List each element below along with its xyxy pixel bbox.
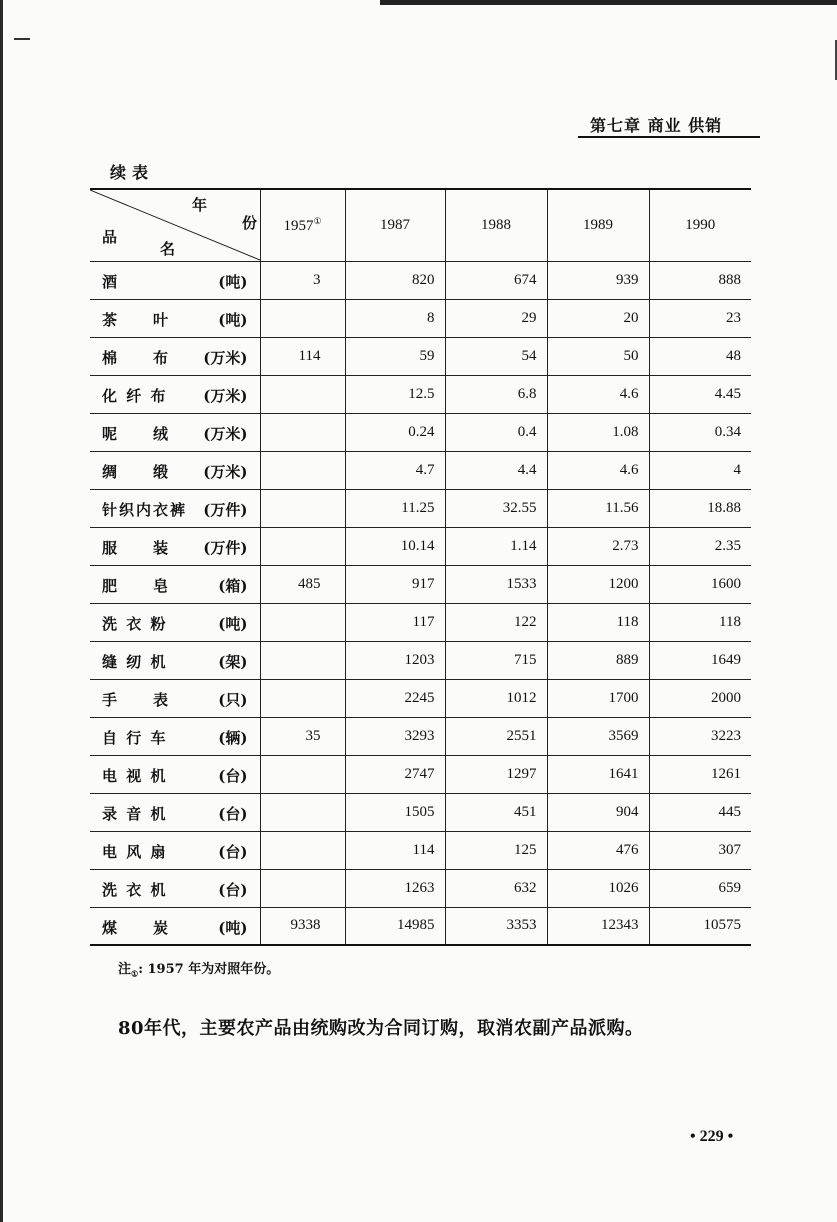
value-cell-1988: 29 bbox=[445, 299, 547, 337]
value-cell-1989: 118 bbox=[547, 603, 649, 641]
value-cell-1957 bbox=[260, 641, 345, 679]
item-unit: (台) bbox=[218, 842, 248, 861]
corner-ming: 名 bbox=[160, 240, 176, 258]
item-unit: (万米) bbox=[203, 386, 248, 405]
value-cell-1987: 1505 bbox=[345, 793, 445, 831]
value-cell-1987: 12.5 bbox=[345, 375, 445, 413]
item-unit: (台) bbox=[218, 880, 248, 899]
item-name: 洗 衣 机 bbox=[102, 880, 168, 899]
page-number: • 229 • bbox=[690, 1128, 734, 1145]
item-name: 化 纤 布 bbox=[102, 386, 168, 405]
chapter-header bbox=[578, 112, 760, 138]
item-name: 绸 缎 bbox=[102, 462, 171, 481]
item-cell bbox=[90, 641, 260, 679]
value-cell-1988: 1.14 bbox=[445, 527, 547, 565]
item-name: 呢 绒 bbox=[102, 424, 171, 443]
value-cell-1989: 904 bbox=[547, 793, 649, 831]
item-name: 煤 炭 bbox=[102, 918, 171, 937]
item-unit: (万件) bbox=[203, 500, 248, 519]
item-cell bbox=[90, 679, 260, 717]
year-header-1990: 1990 bbox=[649, 189, 751, 261]
item-unit: (吨) bbox=[218, 918, 248, 937]
item-unit: (万米) bbox=[203, 348, 248, 367]
value-cell-1990: 48 bbox=[649, 337, 751, 375]
table-row bbox=[90, 869, 751, 907]
value-cell-1987: 2747 bbox=[345, 755, 445, 793]
item-cell bbox=[90, 337, 260, 375]
value-cell-1990: 18.88 bbox=[649, 489, 751, 527]
value-cell-1987: 0.24 bbox=[345, 413, 445, 451]
item-cell bbox=[90, 717, 260, 755]
table-row bbox=[90, 717, 751, 755]
value-cell-1988: 6.8 bbox=[445, 375, 547, 413]
value-cell-1987: 820 bbox=[345, 261, 445, 299]
value-cell-1989: 1.08 bbox=[547, 413, 649, 451]
value-cell-1987: 117 bbox=[345, 603, 445, 641]
item-unit: (万米) bbox=[203, 424, 248, 443]
value-cell-1957: 485 bbox=[260, 565, 345, 603]
continued-label: 续表 bbox=[110, 163, 155, 182]
table-row bbox=[90, 679, 751, 717]
value-cell-1990: 445 bbox=[649, 793, 751, 831]
item-name: 酒 bbox=[102, 272, 120, 291]
table-row bbox=[90, 413, 751, 451]
value-cell-1990: 4 bbox=[649, 451, 751, 489]
value-cell-1987: 2245 bbox=[345, 679, 445, 717]
value-cell-1988: 451 bbox=[445, 793, 547, 831]
value-cell-1988: 1012 bbox=[445, 679, 547, 717]
value-cell-1987: 1203 bbox=[345, 641, 445, 679]
value-cell-1990: 1261 bbox=[649, 755, 751, 793]
value-cell-1989: 3569 bbox=[547, 717, 649, 755]
corner-fen: 份 bbox=[242, 214, 258, 232]
item-cell bbox=[90, 489, 260, 527]
table-row bbox=[90, 793, 751, 831]
item-cell bbox=[90, 527, 260, 565]
diagonal-corner-cell bbox=[90, 189, 260, 261]
item-name: 针织内衣裤 bbox=[102, 500, 188, 519]
corner-pin: 品 bbox=[102, 228, 118, 246]
value-cell-1989: 4.6 bbox=[547, 451, 649, 489]
table-row bbox=[90, 527, 751, 565]
item-unit: (吨) bbox=[218, 310, 248, 329]
item-cell bbox=[90, 831, 260, 869]
footnote bbox=[118, 958, 279, 979]
value-cell-1987: 8 bbox=[345, 299, 445, 337]
year-label: 1957 bbox=[283, 217, 314, 234]
item-cell bbox=[90, 375, 260, 413]
item-cell bbox=[90, 261, 260, 299]
value-cell-1989: 939 bbox=[547, 261, 649, 299]
item-unit: (台) bbox=[218, 766, 248, 785]
footnote-prefix: 注 bbox=[118, 962, 132, 977]
value-cell-1957 bbox=[260, 413, 345, 451]
value-cell-1989: 476 bbox=[547, 831, 649, 869]
value-cell-1988: 1297 bbox=[445, 755, 547, 793]
table-row bbox=[90, 337, 751, 375]
item-unit: (吨) bbox=[218, 614, 248, 633]
value-cell-1957: 3 bbox=[260, 261, 345, 299]
item-name: 洗 衣 粉 bbox=[102, 614, 168, 633]
item-unit: (辆) bbox=[218, 728, 248, 747]
value-cell-1990: 659 bbox=[649, 869, 751, 907]
value-cell-1957: 35 bbox=[260, 717, 345, 755]
item-name: 棉 布 bbox=[102, 348, 171, 367]
statistics-table bbox=[90, 188, 751, 946]
value-cell-1989: 2.73 bbox=[547, 527, 649, 565]
value-cell-1990: 2000 bbox=[649, 679, 751, 717]
item-unit: (万米) bbox=[203, 462, 248, 481]
value-cell-1989: 50 bbox=[547, 337, 649, 375]
item-unit: (万件) bbox=[203, 538, 248, 557]
value-cell-1990: 1649 bbox=[649, 641, 751, 679]
value-cell-1990: 10575 bbox=[649, 907, 751, 945]
year-header-1988: 1988 bbox=[445, 189, 547, 261]
value-cell-1957 bbox=[260, 299, 345, 337]
scan-edge-top bbox=[380, 0, 837, 5]
scan-edge-left bbox=[0, 0, 3, 1222]
table-row bbox=[90, 489, 751, 527]
value-cell-1988: 632 bbox=[445, 869, 547, 907]
value-cell-1957 bbox=[260, 793, 345, 831]
value-cell-1987: 114 bbox=[345, 831, 445, 869]
body-paragraph: 80年代，主要农产品由统购改为合同订购，取消农副产品派购。 bbox=[118, 1018, 644, 1039]
value-cell-1990: 23 bbox=[649, 299, 751, 337]
value-cell-1987: 3293 bbox=[345, 717, 445, 755]
table-row bbox=[90, 907, 751, 945]
value-cell-1957 bbox=[260, 489, 345, 527]
item-name: 服 装 bbox=[102, 538, 171, 557]
item-unit: (只) bbox=[218, 690, 248, 709]
value-cell-1957: 9338 bbox=[260, 907, 345, 945]
value-cell-1990: 118 bbox=[649, 603, 751, 641]
value-cell-1990: 0.34 bbox=[649, 413, 751, 451]
item-name: 录 音 机 bbox=[102, 804, 168, 823]
item-name: 茶 叶 bbox=[102, 310, 171, 329]
value-cell-1988: 1533 bbox=[445, 565, 547, 603]
year-header-1957 bbox=[260, 189, 345, 261]
table-row bbox=[90, 375, 751, 413]
table-body bbox=[90, 261, 751, 945]
footnote-mark: ① bbox=[313, 215, 322, 226]
table-row bbox=[90, 603, 751, 641]
value-cell-1987: 59 bbox=[345, 337, 445, 375]
value-cell-1957 bbox=[260, 831, 345, 869]
value-cell-1957: 114 bbox=[260, 337, 345, 375]
table-row bbox=[90, 755, 751, 793]
table-row bbox=[90, 261, 751, 299]
item-cell bbox=[90, 299, 260, 337]
chapter-title: 第七章 商业 供销 bbox=[590, 116, 723, 135]
value-cell-1987: 1263 bbox=[345, 869, 445, 907]
value-cell-1987: 11.25 bbox=[345, 489, 445, 527]
value-cell-1989: 11.56 bbox=[547, 489, 649, 527]
item-cell bbox=[90, 413, 260, 451]
value-cell-1990: 2.35 bbox=[649, 527, 751, 565]
value-cell-1987: 4.7 bbox=[345, 451, 445, 489]
value-cell-1987: 917 bbox=[345, 565, 445, 603]
item-name: 自 行 车 bbox=[102, 728, 168, 747]
value-cell-1989: 20 bbox=[547, 299, 649, 337]
item-cell bbox=[90, 793, 260, 831]
item-cell bbox=[90, 603, 260, 641]
item-name: 电 风 扇 bbox=[102, 842, 168, 861]
table-header-row bbox=[90, 189, 751, 261]
item-name: 电 视 机 bbox=[102, 766, 168, 785]
item-cell bbox=[90, 869, 260, 907]
year-header-1989: 1989 bbox=[547, 189, 649, 261]
value-cell-1957 bbox=[260, 869, 345, 907]
year-header-1987: 1987 bbox=[345, 189, 445, 261]
table-row bbox=[90, 831, 751, 869]
value-cell-1988: 715 bbox=[445, 641, 547, 679]
item-unit: (台) bbox=[218, 804, 248, 823]
table-row bbox=[90, 451, 751, 489]
value-cell-1990: 1600 bbox=[649, 565, 751, 603]
value-cell-1989: 889 bbox=[547, 641, 649, 679]
item-unit: (吨) bbox=[218, 272, 248, 291]
item-unit: (箱) bbox=[218, 576, 248, 595]
value-cell-1957 bbox=[260, 527, 345, 565]
value-cell-1957 bbox=[260, 603, 345, 641]
value-cell-1988: 32.55 bbox=[445, 489, 547, 527]
value-cell-1989: 4.6 bbox=[547, 375, 649, 413]
value-cell-1989: 1641 bbox=[547, 755, 649, 793]
corner-year: 年 bbox=[192, 196, 208, 214]
item-name: 缝 纫 机 bbox=[102, 652, 168, 671]
value-cell-1988: 2551 bbox=[445, 717, 547, 755]
value-cell-1988: 125 bbox=[445, 831, 547, 869]
value-cell-1989: 1700 bbox=[547, 679, 649, 717]
table-row bbox=[90, 565, 751, 603]
value-cell-1989: 1200 bbox=[547, 565, 649, 603]
value-cell-1990: 4.45 bbox=[649, 375, 751, 413]
footnote-text: : 1957 年为对照年份。 bbox=[138, 962, 280, 977]
value-cell-1990: 3223 bbox=[649, 717, 751, 755]
value-cell-1989: 12343 bbox=[547, 907, 649, 945]
value-cell-1988: 122 bbox=[445, 603, 547, 641]
item-cell bbox=[90, 755, 260, 793]
value-cell-1988: 54 bbox=[445, 337, 547, 375]
value-cell-1957 bbox=[260, 755, 345, 793]
value-cell-1957 bbox=[260, 375, 345, 413]
value-cell-1957 bbox=[260, 679, 345, 717]
item-unit: (架) bbox=[218, 652, 248, 671]
value-cell-1988: 3353 bbox=[445, 907, 547, 945]
value-cell-1988: 674 bbox=[445, 261, 547, 299]
value-cell-1988: 4.4 bbox=[445, 451, 547, 489]
item-name: 肥 皂 bbox=[102, 576, 171, 595]
value-cell-1987: 10.14 bbox=[345, 527, 445, 565]
value-cell-1988: 0.4 bbox=[445, 413, 547, 451]
table-row bbox=[90, 641, 751, 679]
item-cell bbox=[90, 451, 260, 489]
value-cell-1990: 888 bbox=[649, 261, 751, 299]
item-cell bbox=[90, 907, 260, 945]
value-cell-1990: 307 bbox=[649, 831, 751, 869]
scan-mark bbox=[14, 38, 30, 40]
table-row bbox=[90, 299, 751, 337]
item-name: 手 表 bbox=[102, 690, 171, 709]
item-cell bbox=[90, 565, 260, 603]
value-cell-1989: 1026 bbox=[547, 869, 649, 907]
footnote-mark: ① bbox=[131, 968, 139, 979]
value-cell-1957 bbox=[260, 451, 345, 489]
value-cell-1987: 14985 bbox=[345, 907, 445, 945]
